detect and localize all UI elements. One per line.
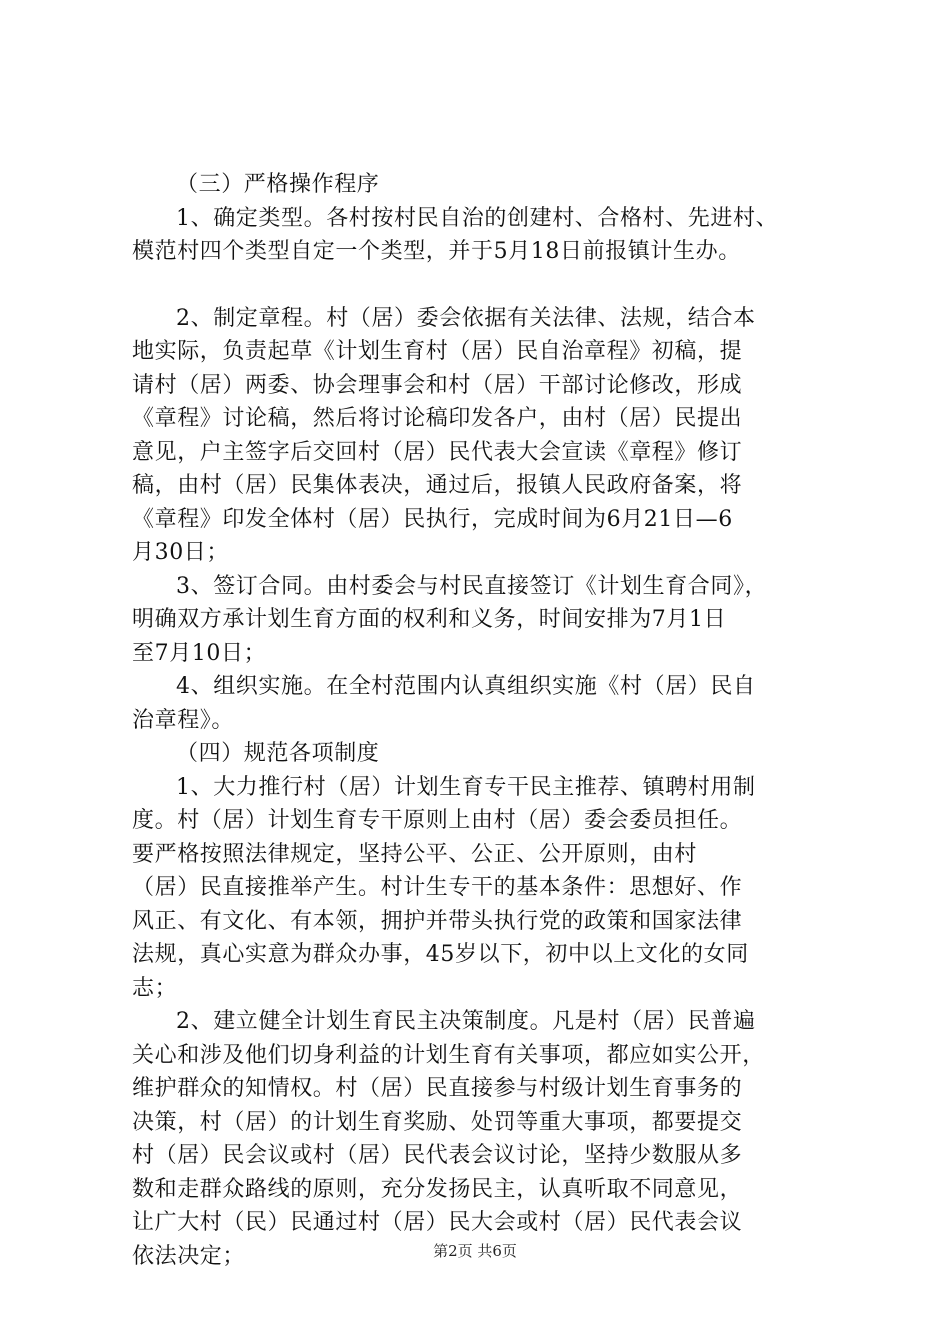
text-line: 《章程》印发全体村（居）民执行，完成时间为6月21日—6 — [132, 506, 733, 532]
text-line: 2、制定章程。村（居）委会依据有关法律、法规，结合本 — [176, 305, 756, 331]
text-line: 明确双方承计划生育方面的权利和义务，时间安排为7月1日 — [132, 607, 727, 632]
text-line: 关心和涉及他们切身利益的计划生育有关事项，都应如实公开， — [132, 1042, 765, 1068]
text-line: 风正、有文化、有本领，拥护并带头执行党的政策和国家法律 — [132, 908, 743, 934]
text-line: 村（居）民会议或村（居）民代表会议讨论，坚持少数服从多 — [132, 1143, 743, 1168]
text-line: 请村（居）两委、协会理事会和村（居）干部讨论修改，形成 — [132, 372, 743, 398]
text-line: 月30日； — [132, 540, 229, 565]
text-line: 维护群众的知情权。村（居）民直接参与村级计划生育事务的 — [132, 1076, 743, 1101]
text-line: 《章程》讨论稿，然后将讨论稿印发各户，由村（居）民提出 — [132, 406, 743, 431]
text-line: 让广大村（民）民通过村（居）民大会或村（居）民代表会议 — [132, 1210, 743, 1235]
text-line: 度。村（居）计划生育专干原则上由村（居）委会委员担任。 — [132, 808, 743, 833]
text-line: 稿，由村（居）民集体表决，通过后，报镇人民政府备案，将 — [132, 473, 743, 498]
text-line: 3、签订合同。由村委会与村民直接签订《计划生育合同》， — [176, 573, 768, 599]
text-line: 志； — [132, 975, 178, 1001]
text-line: 决策，村（居）的计划生育奖励、处罚等重大事项，都要提交 — [132, 1109, 743, 1135]
text-line: 4、组织实施。在全村范围内认真组织实施《村（居）民自 — [176, 674, 756, 699]
text-line: 数和走群众路线的原则，充分发扬民主，认真听取不同意见， — [132, 1176, 743, 1202]
text-line: （四）规范各项制度 — [176, 741, 380, 766]
text-line: 模范村四个类型自定一个类型，并于5月18日前报镇计生办。 — [132, 239, 741, 264]
text-line: （居）民直接推举产生。村计生专干的基本条件：思想好、作 — [132, 875, 743, 900]
text-line: 地实际，负责起草《计划生育村（居）民自治章程》初稿，提 — [132, 339, 743, 364]
text-line: 要严格按照法律规定，坚持公平、公正、公开原则，由村 — [132, 841, 698, 867]
text-line: 1、确定类型。各村按村民自治的创建村、合格村、先进村、 — [176, 205, 779, 231]
page-number-footer: 第2页 共6页 — [433, 1242, 517, 1260]
text-line: 法规，真心实意为群众办事，45岁以下，初中以上文化的女同 — [132, 942, 749, 967]
document-body — [132, 168, 832, 1273]
text-line: 意见，户主签字后交回村（居）民代表大会宣读《章程》修订 — [132, 439, 743, 465]
text-line: 至7月10日； — [132, 640, 267, 666]
text-line: 1、大力推行村（居）计划生育专干民主推荐、镇聘村用制 — [176, 774, 756, 800]
text-line: 治章程》。 — [132, 707, 235, 733]
text-line: 2、建立健全计划生育民主决策制度。凡是村（居）民普遍 — [176, 1009, 756, 1034]
text-line: 依法决定； — [132, 1243, 246, 1269]
text-line: （三）严格操作程序 — [176, 172, 380, 197]
